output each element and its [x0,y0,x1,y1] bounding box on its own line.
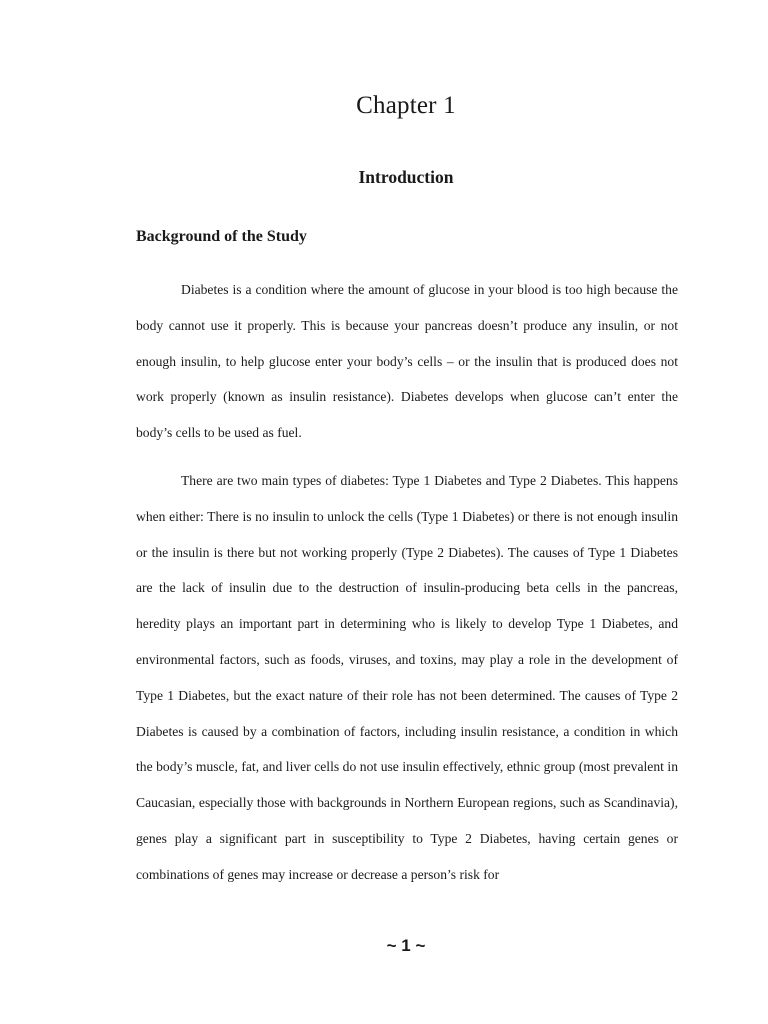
chapter-title: Chapter 1 [356,92,456,119]
paragraph: Diabetes is a condition where the amount of glucose in your blood is too high because the body cannot use it properly. This is because your pancreas doesn’t produce any insulin, or not enough insulin, to help glucose enter your body’s cells – or the insulin that is produced does not work properly (known as insulin resistance). Diabetes develops when glucose can’t enter the body’s cells to be used as fuel. [136,282,678,441]
subsection-title: Background of the Study [136,228,307,245]
section-title: Introduction [358,167,454,187]
page-number: ~ 1 ~ [386,936,426,955]
paragraph: There are two main types of diabetes: Type 1 Diabetes and Type 2 Diabetes. This happens when either: There is no insulin to unlock the cells (Type 1 Diabetes) or there is not enough insulin or the insulin is there but not working properly (Type 2 Diabetes). The causes of Type 1 Diabetes are the lack of insulin due to the destruction of insulin-producing beta cells in the pancreas, heredity plays an important part in determining who is likely to develop Type 1 Diabetes, and environmental factors, such as foods, viruses, and toxins, may play a role in the development of Type 1 Diabetes, but the exact nature of their role has not been determined. The causes of Type 2 Diabetes is caused by a combination of factors, including insulin resistance, a condition in which the body’s muscle, fat, and liver cells do not use insulin effectively, ethnic group (most prevalent in Caucasian, especially those with backgrounds in Northern European regions, such as Scandinavia), genes play a significant part in susceptibility to Type 2 Diabetes, having certain genes or combinations of genes may increase or decrease a person’s risk for [136,473,678,882]
paragraph-2-block [136,463,678,893]
paragraph-1-block [136,272,678,451]
